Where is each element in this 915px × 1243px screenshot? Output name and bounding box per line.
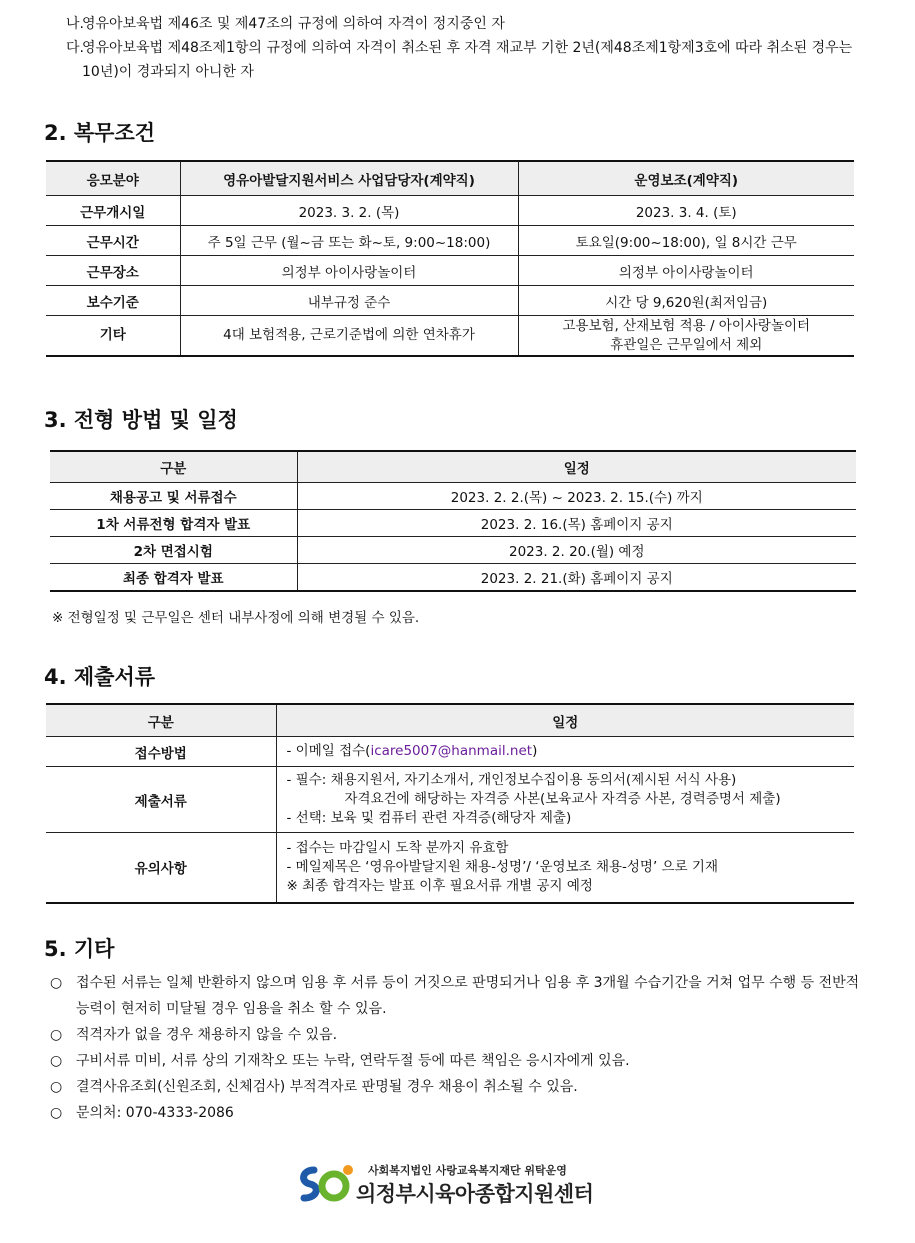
row-label: 채용공고 및 서류접수 (50, 483, 297, 510)
circle-bullet: ○ (50, 975, 63, 991)
logo-mark-icon (296, 1162, 358, 1208)
column-header: 구분 (50, 451, 297, 483)
logo-subtitle: 사회복지법인 사랑교육복지재단 위탁운영 (368, 1164, 567, 1177)
cell: 주 5일 근무 (월~금 또는 화~토, 9:00~18:00) (180, 226, 518, 256)
etc-list (50, 970, 865, 1126)
cell: 2023. 3. 4. (토) (518, 196, 854, 226)
section-title-documents: 4. 제출서류 (44, 665, 156, 689)
documents-table (46, 703, 854, 904)
section-title-work-conditions: 2. 복무조건 (44, 121, 156, 145)
cell: 토요일(9:00~18:00), 일 8시간 근무 (518, 226, 854, 256)
row-label: 2차 면접시험 (50, 537, 297, 564)
table-header-row (46, 161, 854, 196)
center-logo (296, 1160, 626, 1210)
section-title-selection-schedule: 3. 전형 방법 및 일정 (44, 408, 238, 432)
column-header: 운영보조(계약직) (518, 161, 854, 196)
table-row (46, 833, 854, 903)
method-suffix: ) (532, 743, 538, 759)
table-row (50, 537, 856, 564)
cell: 2023. 3. 2. (목) (180, 196, 518, 226)
item-text: 영유아보육법 제46조 및 제47조의 규정에 의하여 자격이 정지중인 자 (82, 16, 505, 32)
row-label: 기타 (46, 316, 180, 357)
table-row (50, 510, 856, 537)
cell (276, 833, 854, 903)
list-item (50, 1100, 865, 1126)
cell-line: - 선택: 보육 및 컴퓨터 관련 자격증(해당자 제출) (286, 810, 572, 826)
item-text: 영유아보육법 제48조제1항의 규정에 의하여 자격이 취소된 후 자격 재교부 기한 2년(제48조제1항제3호에 따라 취소된 경우는 10년)이 경과되지 아니한 자 (82, 40, 853, 80)
list-item (50, 1048, 865, 1074)
cell (276, 767, 854, 833)
table-row (46, 316, 854, 357)
cell: 4대 보험적용, 근로기준법에 의한 연차휴가 (180, 316, 518, 357)
column-header: 구분 (46, 704, 276, 737)
cell-line: 휴관일은 근무일에서 제외 (610, 336, 763, 353)
cell: 의정부 아이사랑놀이터 (518, 256, 854, 286)
cell-line: - 메일제목은 ‘영유아발달지원 채용-성명’/ ‘운영보조 채용-성명’ 으로 기재 (286, 858, 719, 875)
table-row (46, 196, 854, 226)
list-item (50, 1022, 865, 1048)
intro-item (66, 12, 866, 36)
row-label: 접수방법 (46, 737, 276, 767)
circle-bullet: ○ (50, 1027, 63, 1043)
intro-item (66, 36, 866, 84)
row-label: 보수기준 (46, 286, 180, 316)
table-row (50, 564, 856, 592)
table-row (46, 737, 854, 767)
column-header: 일정 (297, 451, 856, 483)
table-row (46, 767, 854, 833)
item-text: 접수된 서류는 일체 반환하지 않으며 임용 후 서류 등이 거짓으로 판명되거나 임용 후 3개월 수습기간을 거쳐 업무 수행 등 전반적 능력이 현저히 미달될 경우 임용을 취소 할 수 있음. (76, 975, 860, 1017)
cell: 내부규정 준수 (180, 286, 518, 316)
work-conditions-table (46, 160, 854, 357)
cell (276, 737, 854, 767)
row-label: 근무시간 (46, 226, 180, 256)
cell: 시간 당 9,620원(최저임금) (518, 286, 854, 316)
cell (518, 316, 854, 357)
row-label: 근무장소 (46, 256, 180, 286)
cell-line: 고용보험, 산재보험 적용 / 아이사랑놀이터 (562, 317, 811, 334)
section-title-etc: 5. 기타 (44, 937, 115, 961)
item-text: 결격사유조회(신원조회, 신체검사) 부적격자로 판명될 경우 채용이 취소될 수 있음. (76, 1079, 578, 1095)
row-label: 제출서류 (46, 767, 276, 833)
method-prefix: - 이메일 접수( (286, 743, 371, 759)
cell: 2023. 2. 16.(목) 홈페이지 공지 (297, 510, 856, 537)
email-link[interactable]: icare5007@hanmail.net (370, 743, 533, 759)
table-row (46, 226, 854, 256)
circle-bullet: ○ (50, 1053, 63, 1069)
cell: 2023. 2. 21.(화) 홈페이지 공지 (297, 564, 856, 592)
item-text: 구비서류 미비, 서류 상의 기재착오 또는 누락, 연락두절 등에 따른 책임은 응시자에게 있음. (76, 1053, 630, 1069)
item-text: 적격자가 없을 경우 채용하지 않을 수 있음. (76, 1027, 338, 1043)
logo-name: 의정부시육아종합지원센터 (356, 1182, 594, 1206)
cell-line: 자격요건에 해당하는 자격증 사본(보육교사 자격증 사본, 경력증명서 제출) (344, 791, 781, 807)
cell: 2023. 2. 20.(월) 예정 (297, 537, 856, 564)
table-row (46, 286, 854, 316)
table-row (50, 483, 856, 510)
table-header-row (46, 704, 854, 737)
column-header: 영유아발달지원서비스 사업담당자(계약직) (180, 161, 518, 196)
circle-bullet: ○ (50, 1079, 63, 1095)
cell: 의정부 아이사랑놀이터 (180, 256, 518, 286)
row-label: 최종 합격자 발표 (50, 564, 297, 592)
item-marker: 나. (66, 16, 84, 32)
schedule-note: ※ 전형일정 및 근무일은 센터 내부사정에 의해 변경될 수 있음. (52, 610, 420, 626)
list-item (50, 1074, 865, 1100)
item-text: 문의처: 070-4333-2086 (76, 1105, 234, 1121)
cell-line: - 접수는 마감일시 도착 분까지 유효함 (286, 839, 509, 856)
item-marker: 다. (66, 40, 84, 56)
table-header-row (50, 451, 856, 483)
schedule-table (50, 450, 856, 592)
row-label: 유의사항 (46, 833, 276, 903)
column-header: 응모분야 (46, 161, 180, 196)
table-row (46, 256, 854, 286)
row-label: 1차 서류전형 합격자 발표 (50, 510, 297, 537)
list-item (50, 970, 865, 1022)
row-label: 근무개시일 (46, 196, 180, 226)
cell-line: - 필수: 채용지원서, 자기소개서, 개인정보수집이용 동의서(제시된 서식 사용) (286, 772, 737, 788)
circle-bullet: ○ (50, 1105, 63, 1121)
cell-line: ※ 최종 합격자는 발표 이후 필요서류 개별 공지 예정 (286, 877, 593, 894)
cell: 2023. 2. 2.(목) ~ 2023. 2. 15.(수) 까지 (297, 483, 856, 510)
intro-list (66, 12, 866, 84)
column-header: 일정 (276, 704, 854, 737)
